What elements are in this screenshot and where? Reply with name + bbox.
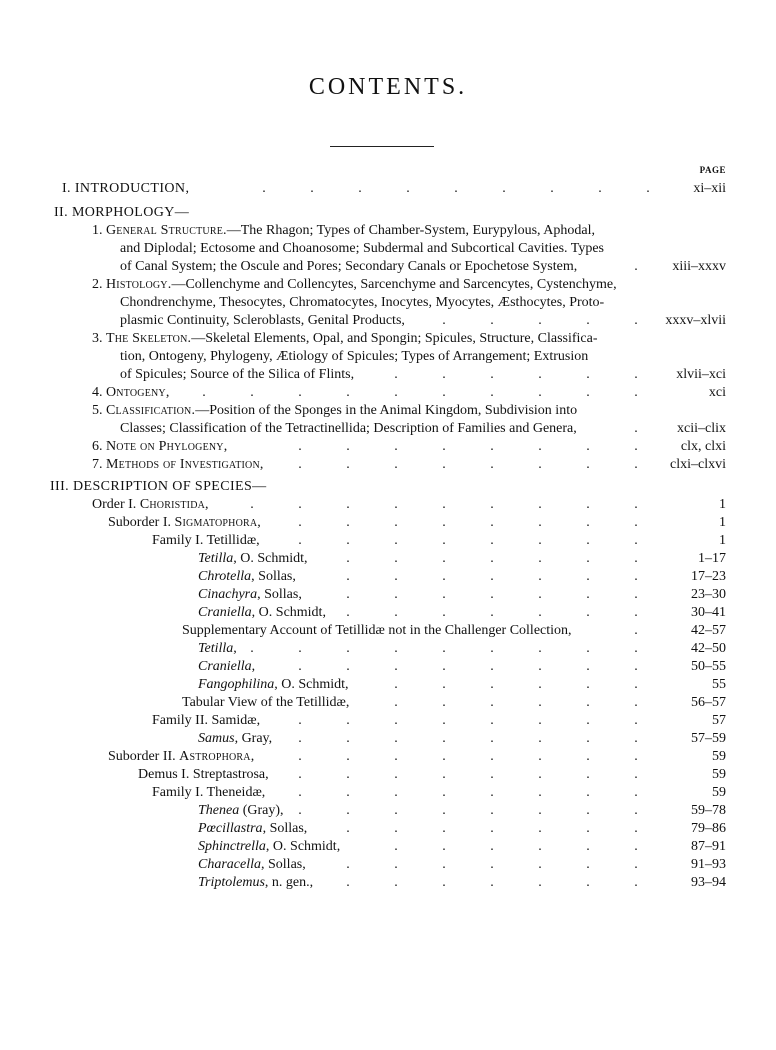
toc-entry-genus: Cinachyra, Sollas, — [198, 587, 302, 602]
toc-entry-genus: Characella, Sollas, — [198, 857, 306, 872]
toc-entry-family: Family I. Theneidæ, — [152, 785, 266, 800]
toc-entry-ontogeny: 4. Ontogeny, — [92, 385, 170, 400]
toc-entry-histology: 2. Histology.—Collenchyme and Collencytes, Sarcenchyme and Sarcencytes, Cystenchyme, — [92, 277, 617, 292]
toc-page: 50–55 — [691, 659, 726, 674]
toc-page: 1 — [719, 515, 726, 530]
toc-entry-suborder: Suborder I. Sigmatophora, — [108, 515, 261, 530]
toc-page: xci — [708, 385, 726, 400]
toc-page: 59–78 — [691, 803, 726, 818]
toc-entry-genus: Pœcillastra, Sollas, — [198, 821, 308, 836]
toc-entry-suborder: Suborder II. Astrophora, — [108, 749, 255, 764]
leader-dots: . — [634, 259, 638, 274]
leader-dots: . . . . . . . . . — [250, 497, 638, 512]
toc-entry-text: Classes; Classification of the Tetractinellida; Description of Families and Genera, — [120, 421, 577, 436]
toc-entry-genus: Samus, Gray, — [198, 731, 273, 746]
toc-page: 42–57 — [691, 623, 726, 638]
toc-entry-text: of Spicules; Source of the Silica of Flints, — [120, 367, 355, 382]
toc-entry-text: of Canal System; the Oscule and Pores; Secondary Canals or Epochetose System, — [120, 259, 578, 274]
toc-page: 1 — [719, 533, 726, 548]
toc-entry-text: and Diplodal; Ectosome and Choanosome; Subdermal and Subcortical Cavities. Types — [120, 241, 605, 256]
leader-dots: . . . . . . . . — [298, 659, 638, 674]
toc-page: 1–17 — [698, 551, 726, 566]
toc-page: xiii–xxxv — [672, 259, 726, 274]
leader-dots: . . . . . . . . . — [262, 181, 650, 196]
leader-dots: . . . . . . . . — [298, 731, 638, 746]
leader-dots: . . . . . . . . — [298, 803, 638, 818]
toc-entry-classification: 5. Classification.—Position of the Sponges in the Animal Kingdom, Subdivision into — [92, 403, 578, 418]
toc-page: 59 — [712, 749, 726, 764]
toc-page: 59 — [712, 785, 726, 800]
toc-page: clx, clxi — [680, 439, 726, 454]
toc-section-morphology: II. MORPHOLOGY— — [54, 205, 190, 220]
toc-entry-genus: Tetilla, — [198, 641, 237, 656]
leader-dots: . . . . . . . — [346, 821, 638, 836]
leader-dots: . . . . . . . . — [298, 785, 638, 800]
toc-entry-genus: Tetilla, O. Schmidt, — [198, 551, 308, 566]
toc-page: 57–59 — [691, 731, 726, 746]
toc-entry-genus: Triptolemus, n. gen., — [198, 875, 314, 890]
toc-page: xcii–clix — [677, 421, 726, 436]
toc-entry-skeleton: 3. The Skeleton.—Skeletal Elements, Opal, and Spongin; Spicules, Structure, Classifica- — [92, 331, 598, 346]
toc-entry-genus: Craniella, O. Schmidt, — [198, 605, 326, 620]
toc-entry-genus: Chrotella, Sollas, — [198, 569, 296, 584]
leader-dots: . . . . . . . — [346, 857, 638, 872]
toc-page: 79–86 — [691, 821, 726, 836]
leader-dots: . . . . . . — [394, 367, 638, 382]
toc-entry-order: Order I. Choristida, — [92, 497, 209, 512]
toc-entry-text: tion, Ontogeny, Phylogeny, Ætiology of Spicules; Types of Arrangement; Extrusion — [120, 349, 589, 364]
leader-dots: . . . . . . . . — [298, 457, 638, 472]
toc-page: 91–93 — [691, 857, 726, 872]
leader-dots: . . . . . . . . — [298, 767, 638, 782]
toc-entry-genus: Craniella, — [198, 659, 256, 674]
leader-dots: . . . . . . . — [346, 875, 638, 890]
toc-page: 93–94 — [691, 875, 726, 890]
leader-dots: . . . . . . . . — [298, 749, 638, 764]
leader-dots: . . . . . . — [394, 839, 638, 854]
toc-entry-tabular-view: Tabular View of the Tetillidæ, — [182, 695, 350, 710]
page-column-heading: PAGE — [699, 165, 726, 175]
toc-entry-general-structure: 1. General Structure.—The Rhagon; Types of Chamber-System, Eurypylous, Aphodal, — [92, 223, 595, 238]
toc-page: 56–57 — [691, 695, 726, 710]
leader-dots: . . . . . . . . — [298, 515, 638, 530]
toc-page: 55 — [712, 677, 726, 692]
leader-dots: . . . . . . — [394, 677, 638, 692]
toc-entry-genus: Thenea (Gray), — [198, 803, 284, 818]
toc-page: 59 — [712, 767, 726, 782]
leader-dots: . . . . . . . — [346, 587, 638, 602]
leader-dots: . . . . . . . — [346, 605, 638, 620]
leader-dots: . . . . . . . — [346, 569, 638, 584]
leader-dots: . . . . . — [442, 313, 638, 328]
leader-dots: . . . . . . . . — [298, 439, 638, 454]
toc-entry-supplementary: Supplementary Account of Tetillidæ not in the Challenger Collection, — [182, 623, 572, 638]
toc-page: 42–50 — [691, 641, 726, 656]
toc-section-description-of-species: III. DESCRIPTION OF SPECIES— — [50, 479, 267, 494]
leader-dots: . — [634, 421, 638, 436]
leader-dots: . . . . . . . — [346, 551, 638, 566]
toc-page: 17–23 — [691, 569, 726, 584]
toc-entry-text: plasmic Continuity, Scleroblasts, Genital Products, — [120, 313, 405, 328]
leader-dots: . — [634, 623, 638, 638]
toc-page: 57 — [712, 713, 726, 728]
toc-entry-phylogeny: 6. Note on Phylogeny, — [92, 439, 228, 454]
toc-page: xxxv–xlvii — [665, 313, 726, 328]
toc-entry-demus: Demus I. Streptastrosa, — [138, 767, 269, 782]
toc-page: 1 — [719, 497, 726, 512]
leader-dots: . . . . . . — [394, 695, 638, 710]
toc-page-introduction: xi–xii — [693, 181, 726, 196]
toc-entry-methods: 7. Methods of Investigation, — [92, 457, 264, 472]
leader-dots: . . . . . . . . — [298, 533, 638, 548]
toc-entry-introduction: I. INTRODUCTION, — [62, 181, 190, 196]
toc-entry-genus: Fangophilina, O. Schmidt, — [198, 677, 349, 692]
leader-dots: . . . . . . . . . . — [202, 385, 638, 400]
toc-page: 87–91 — [691, 839, 726, 854]
page-title: CONTENTS. — [308, 74, 468, 100]
toc-page: xlvii–xci — [676, 367, 726, 382]
toc-page: 30–41 — [691, 605, 726, 620]
toc-entry-family: Family II. Samidæ, — [152, 713, 261, 728]
toc-entry-family: Family I. Tetillidæ, — [152, 533, 260, 548]
toc-page: 23–30 — [691, 587, 726, 602]
toc-page: clxi–clxvi — [670, 457, 726, 472]
leader-dots: . . . . . . . . . — [250, 641, 638, 656]
toc-entry-text: Chondrenchyme, Thesocytes, Chromatocytes, Inocytes, Myocytes, Æsthocytes, Proto- — [120, 295, 605, 310]
toc-entry-genus: Sphinctrella, O. Schmidt, — [198, 839, 341, 854]
leader-dots: . . . . . . . . — [298, 713, 638, 728]
